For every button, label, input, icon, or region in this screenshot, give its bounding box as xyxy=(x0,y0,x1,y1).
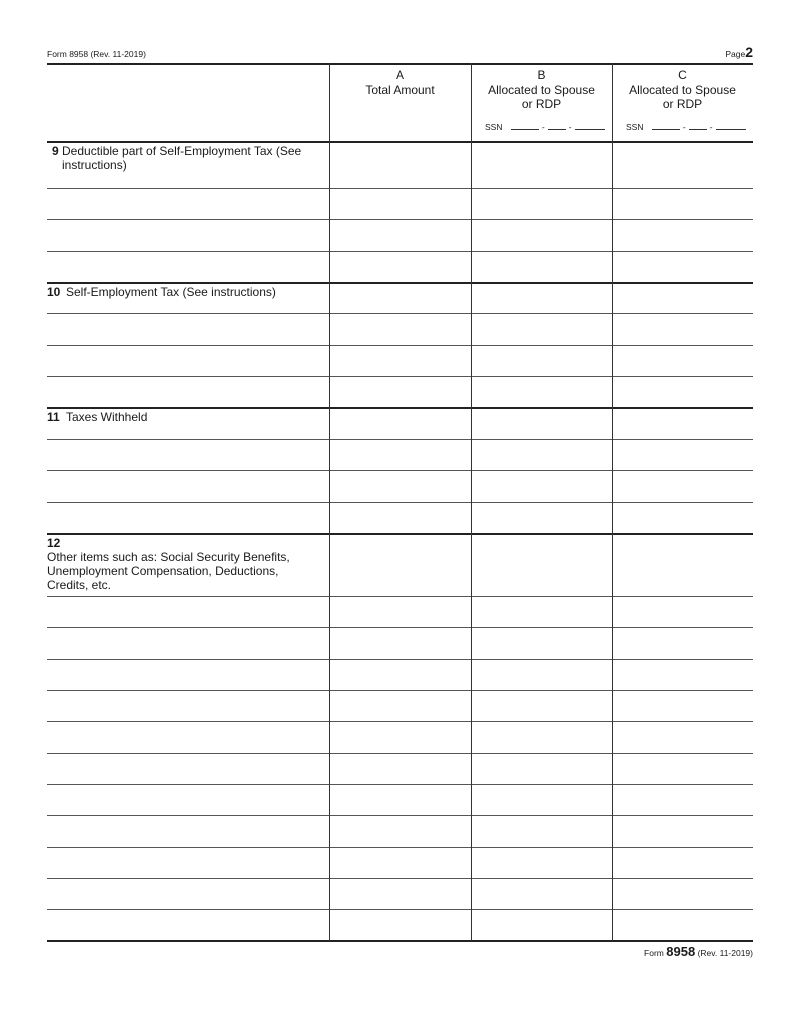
column-title: Total Amount xyxy=(365,82,435,97)
amount-cell-col-c[interactable] xyxy=(613,408,753,439)
line-number: 11 xyxy=(47,410,60,424)
line-10-label xyxy=(47,285,312,299)
amount-cell-col-a[interactable] xyxy=(330,879,471,909)
amount-cell-col-b[interactable] xyxy=(472,597,612,627)
amount-cell-col-b[interactable] xyxy=(472,691,612,721)
amount-cell-col-a[interactable] xyxy=(330,346,471,376)
amount-cell-col-b[interactable] xyxy=(472,440,612,470)
column-letter: A xyxy=(395,68,404,82)
ssn-part-2[interactable] xyxy=(548,121,566,130)
column-letter: B xyxy=(537,68,546,82)
amount-cell-col-b[interactable] xyxy=(472,314,612,345)
amount-cell-col-a[interactable] xyxy=(330,408,471,439)
amount-cell-col-b[interactable] xyxy=(472,816,612,847)
amount-cell-col-c[interactable] xyxy=(613,879,753,909)
ssn-label: SSN xyxy=(626,122,644,132)
page-label: Page xyxy=(725,49,746,59)
line-number: 10 xyxy=(47,285,61,299)
amount-cell-col-a[interactable] xyxy=(330,722,471,753)
ssn-dash: - xyxy=(568,122,572,132)
amount-cell-col-c[interactable] xyxy=(613,534,753,596)
amount-cell-col-a[interactable] xyxy=(330,754,471,784)
amount-cell-col-c[interactable] xyxy=(613,722,753,753)
amount-cell-col-b[interactable] xyxy=(472,252,612,282)
footer-form-label: Form xyxy=(644,948,664,958)
amount-cell-col-b[interactable] xyxy=(472,848,612,878)
amount-cell-col-a[interactable] xyxy=(330,628,471,659)
amount-cell-col-a[interactable] xyxy=(330,785,471,815)
amount-cell-col-b[interactable] xyxy=(472,910,612,940)
line-number: 9 xyxy=(52,144,59,158)
ssn-field-b[interactable] xyxy=(485,121,605,132)
amount-cell-col-a[interactable] xyxy=(330,534,471,596)
amount-cell-col-b[interactable] xyxy=(472,628,612,659)
amount-cell-col-a[interactable] xyxy=(330,597,471,627)
amount-cell-col-a[interactable] xyxy=(330,283,471,313)
column-header-a xyxy=(329,68,471,97)
amount-cell-col-a[interactable] xyxy=(330,142,471,188)
amount-cell-col-a[interactable] xyxy=(330,503,471,533)
amount-cell-col-b[interactable] xyxy=(472,879,612,909)
amount-cell-col-b[interactable] xyxy=(472,283,612,313)
amount-cell-col-b[interactable] xyxy=(472,785,612,815)
line-text: Other items such as: Social Security Benefits, Unemployment Compensation, Deductions, Credits, etc. xyxy=(47,550,290,592)
line-12-label xyxy=(47,536,312,592)
line-text: Taxes Withheld xyxy=(66,410,148,424)
amount-cell-col-b[interactable] xyxy=(472,408,612,439)
amount-cell-col-a[interactable] xyxy=(330,910,471,940)
amount-cell-col-a[interactable] xyxy=(330,471,471,502)
amount-cell-col-b[interactable] xyxy=(472,377,612,407)
amount-cell-col-c[interactable] xyxy=(613,142,753,188)
page-number: 2 xyxy=(745,44,753,60)
amount-cell-col-b[interactable] xyxy=(472,220,612,251)
amount-cell-col-c[interactable] xyxy=(613,785,753,815)
amount-cell-col-a[interactable] xyxy=(330,314,471,345)
column-header-b xyxy=(471,68,612,112)
amount-cell-col-c[interactable] xyxy=(613,314,753,345)
line-number: 12 xyxy=(47,536,61,550)
amount-cell-col-b[interactable] xyxy=(472,503,612,533)
ssn-part-3[interactable] xyxy=(716,121,746,130)
line-text: Deductible part of Self-Employment Tax (See instructions) xyxy=(62,144,302,172)
form-reference-top: Form 8958 (Rev. 11-2019) xyxy=(47,49,146,59)
ssn-part-1[interactable] xyxy=(652,121,680,130)
line-9-label xyxy=(52,144,317,172)
column-title: Allocated to Spouse xyxy=(488,82,595,97)
amount-cell-col-b[interactable] xyxy=(472,534,612,596)
amount-cell-col-c[interactable] xyxy=(613,503,753,533)
amount-cell-col-c[interactable] xyxy=(613,754,753,784)
page-indicator xyxy=(725,44,753,60)
amount-cell-col-b[interactable] xyxy=(472,722,612,753)
amount-cell-col-c[interactable] xyxy=(613,691,753,721)
ssn-part-1[interactable] xyxy=(511,121,539,130)
amount-cell-col-b[interactable] xyxy=(472,754,612,784)
amount-cell-col-a[interactable] xyxy=(330,440,471,470)
column-title-line2: or RDP xyxy=(521,97,562,111)
amount-cell-col-b[interactable] xyxy=(472,471,612,502)
amount-cell-col-c[interactable] xyxy=(613,346,753,376)
amount-cell-col-c[interactable] xyxy=(613,440,753,470)
amount-cell-col-c[interactable] xyxy=(613,597,753,627)
amount-cell-col-a[interactable] xyxy=(330,377,471,407)
amount-cell-col-c[interactable] xyxy=(613,910,753,940)
amount-cell-col-a[interactable] xyxy=(330,816,471,847)
amount-cell-col-b[interactable] xyxy=(472,660,612,690)
ssn-dash: - xyxy=(709,122,713,132)
amount-cell-col-c[interactable] xyxy=(613,189,753,219)
ssn-field-c[interactable] xyxy=(626,121,746,132)
amount-cell-col-c[interactable] xyxy=(613,660,753,690)
ssn-dash: - xyxy=(682,122,686,132)
amount-cell-col-a[interactable] xyxy=(330,252,471,282)
amount-cell-col-b[interactable] xyxy=(472,189,612,219)
ssn-part-2[interactable] xyxy=(689,121,707,130)
column-title-line2: or RDP xyxy=(662,97,703,111)
amount-cell-col-c[interactable] xyxy=(613,628,753,659)
amount-cell-col-a[interactable] xyxy=(330,660,471,690)
amount-cell-col-c[interactable] xyxy=(613,471,753,502)
amount-cell-col-a[interactable] xyxy=(330,848,471,878)
table-top-border xyxy=(47,63,753,65)
amount-cell-col-c[interactable] xyxy=(613,377,753,407)
amount-cell-col-b[interactable] xyxy=(472,346,612,376)
column-letter: C xyxy=(678,68,687,82)
amount-cell-col-a[interactable] xyxy=(330,189,471,219)
form-reference-footer xyxy=(644,944,753,959)
column-header-c xyxy=(612,68,753,112)
table-bottom-border xyxy=(47,940,753,942)
footer-revision: (Rev. 11-2019) xyxy=(697,948,753,958)
line-text: Self-Employment Tax (See instructions) xyxy=(66,285,276,299)
column-title: Allocated to Spouse xyxy=(629,82,736,97)
amount-cell-col-b[interactable] xyxy=(472,142,612,188)
amount-cell-col-c[interactable] xyxy=(613,252,753,282)
amount-cell-col-a[interactable] xyxy=(330,220,471,251)
amount-cell-col-c[interactable] xyxy=(613,220,753,251)
ssn-label: SSN xyxy=(485,122,503,132)
line-11-label xyxy=(47,410,312,424)
amount-cell-col-c[interactable] xyxy=(613,848,753,878)
amount-cell-col-c[interactable] xyxy=(613,283,753,313)
ssn-part-3[interactable] xyxy=(575,121,605,130)
ssn-dash: - xyxy=(541,122,545,132)
footer-form-number: 8958 xyxy=(666,944,696,959)
amount-cell-col-a[interactable] xyxy=(330,691,471,721)
amount-cell-col-c[interactable] xyxy=(613,816,753,847)
